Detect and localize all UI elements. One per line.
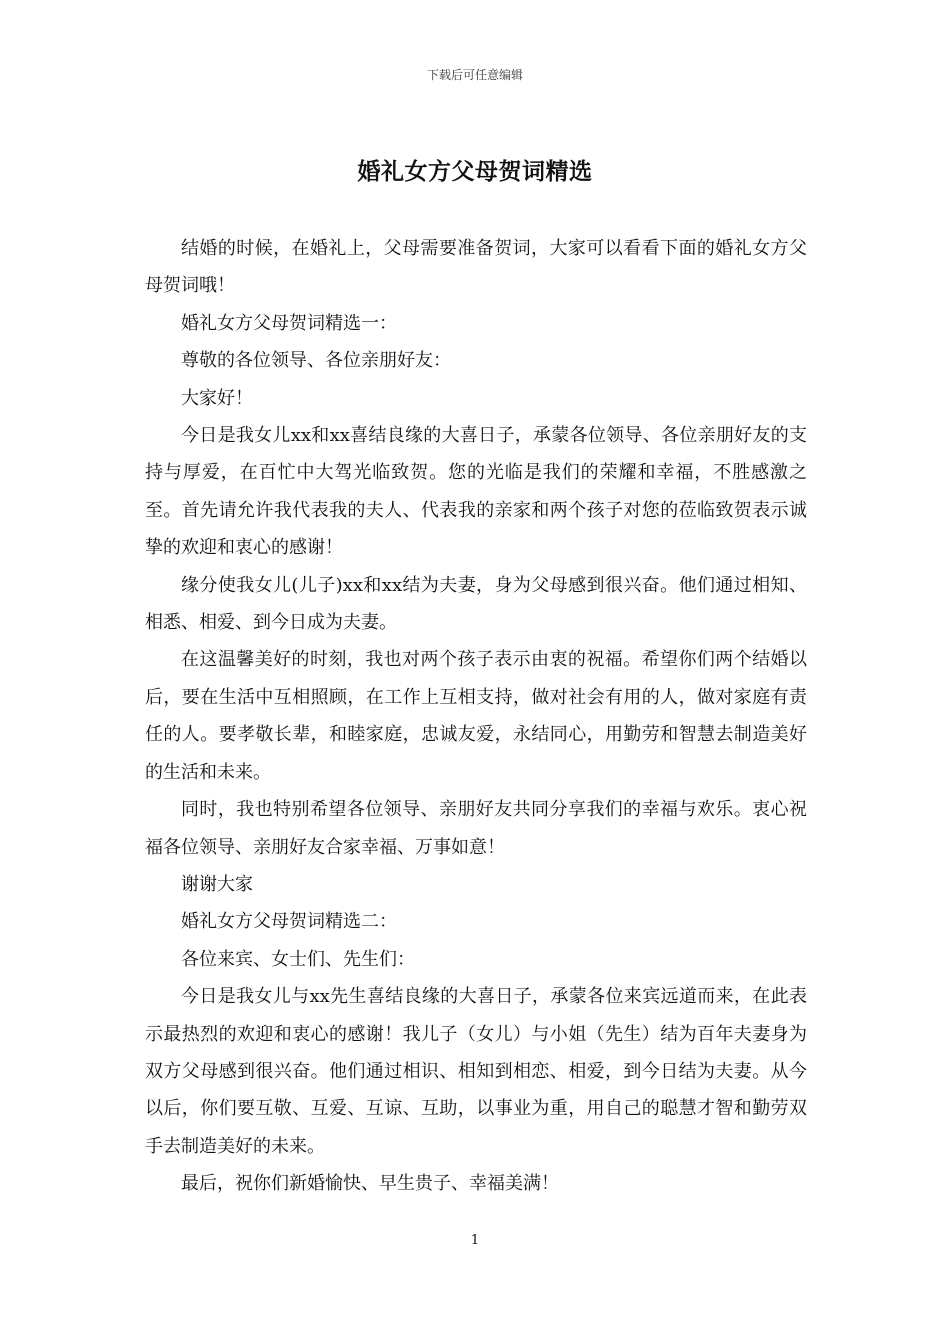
page-number: 1 xyxy=(470,1233,480,1248)
paragraph: 谢谢大家 xyxy=(181,873,253,895)
document-title: 婚礼女方父母贺词精选 xyxy=(357,158,593,185)
paragraph: 各位来宾、女士们、先生们： xyxy=(181,948,415,970)
paragraph: 结婚的时候，在婚礼上，父母需要准备贺词，大家可以看看下面的婚礼女方父母贺词哦！ xyxy=(145,238,807,297)
paragraph: 最后，祝你们新婚愉快、早生贵子、幸福美满！ xyxy=(181,1173,559,1195)
paragraph: 缘分使我女儿(儿子)xx和xx结为夫妻，身为父母感到很兴奋。他们通过相知、相悉、相爱、到今日成为夫妻。 xyxy=(145,574,807,634)
header-note: 下载后可任意编辑 xyxy=(426,68,523,82)
section-heading: 婚礼女方父母贺词精选二： xyxy=(181,911,397,933)
document-body xyxy=(145,230,807,1203)
paragraph: 今日是我女儿与xx先生喜结良缘的大喜日子，承蒙各位来宾远道而来，在此表示最热烈的欢迎和衷心的感谢！我儿子（女儿）与小姐（先生）结为百年夫妻身为双方父母感到很兴奋。他们通过相识、相知到相恋、相爱，到今日结为夫妻。从今以后，你们要互敬、互爱、互谅、互助，以事业为重，用自己的聪慧才智和勤劳双手去制造美好的未来。 xyxy=(145,986,807,1157)
paragraph: 同时，我也特别希望各位领导、亲朋好友共同分享我们的幸福与欢乐。衷心祝福各位领导、亲朋好友合家幸福、万事如意！ xyxy=(145,799,807,858)
paragraph: 大家好！ xyxy=(181,387,253,409)
paragraph: 今日是我女儿xx和xx喜结良缘的大喜日子，承蒙各位领导、各位亲朋好友的支持与厚爱，在百忙中大驾光临致贺。您的光临是我们的荣耀和幸福，不胜感激之至。首先请允许我代表我的夫人、代表我的亲家和两个孩子对您的莅临致贺表示诚挚的欢迎和衷心的感谢！ xyxy=(145,425,807,559)
paragraph: 在这温馨美好的时刻，我也对两个孩子表示由衷的祝福。希望你们两个结婚以后，要在生活中互相照顾，在工作上互相支持，做对社会有用的人，做对家庭有责任的人。要孝敬长辈，和睦家庭，忠诚友爱，永结同心，用勤劳和智慧去制造美好的生活和未来。 xyxy=(145,649,807,783)
section-heading: 婚礼女方父母贺词精选一： xyxy=(181,312,397,334)
paragraph: 尊敬的各位领导、各位亲朋好友： xyxy=(181,350,451,372)
